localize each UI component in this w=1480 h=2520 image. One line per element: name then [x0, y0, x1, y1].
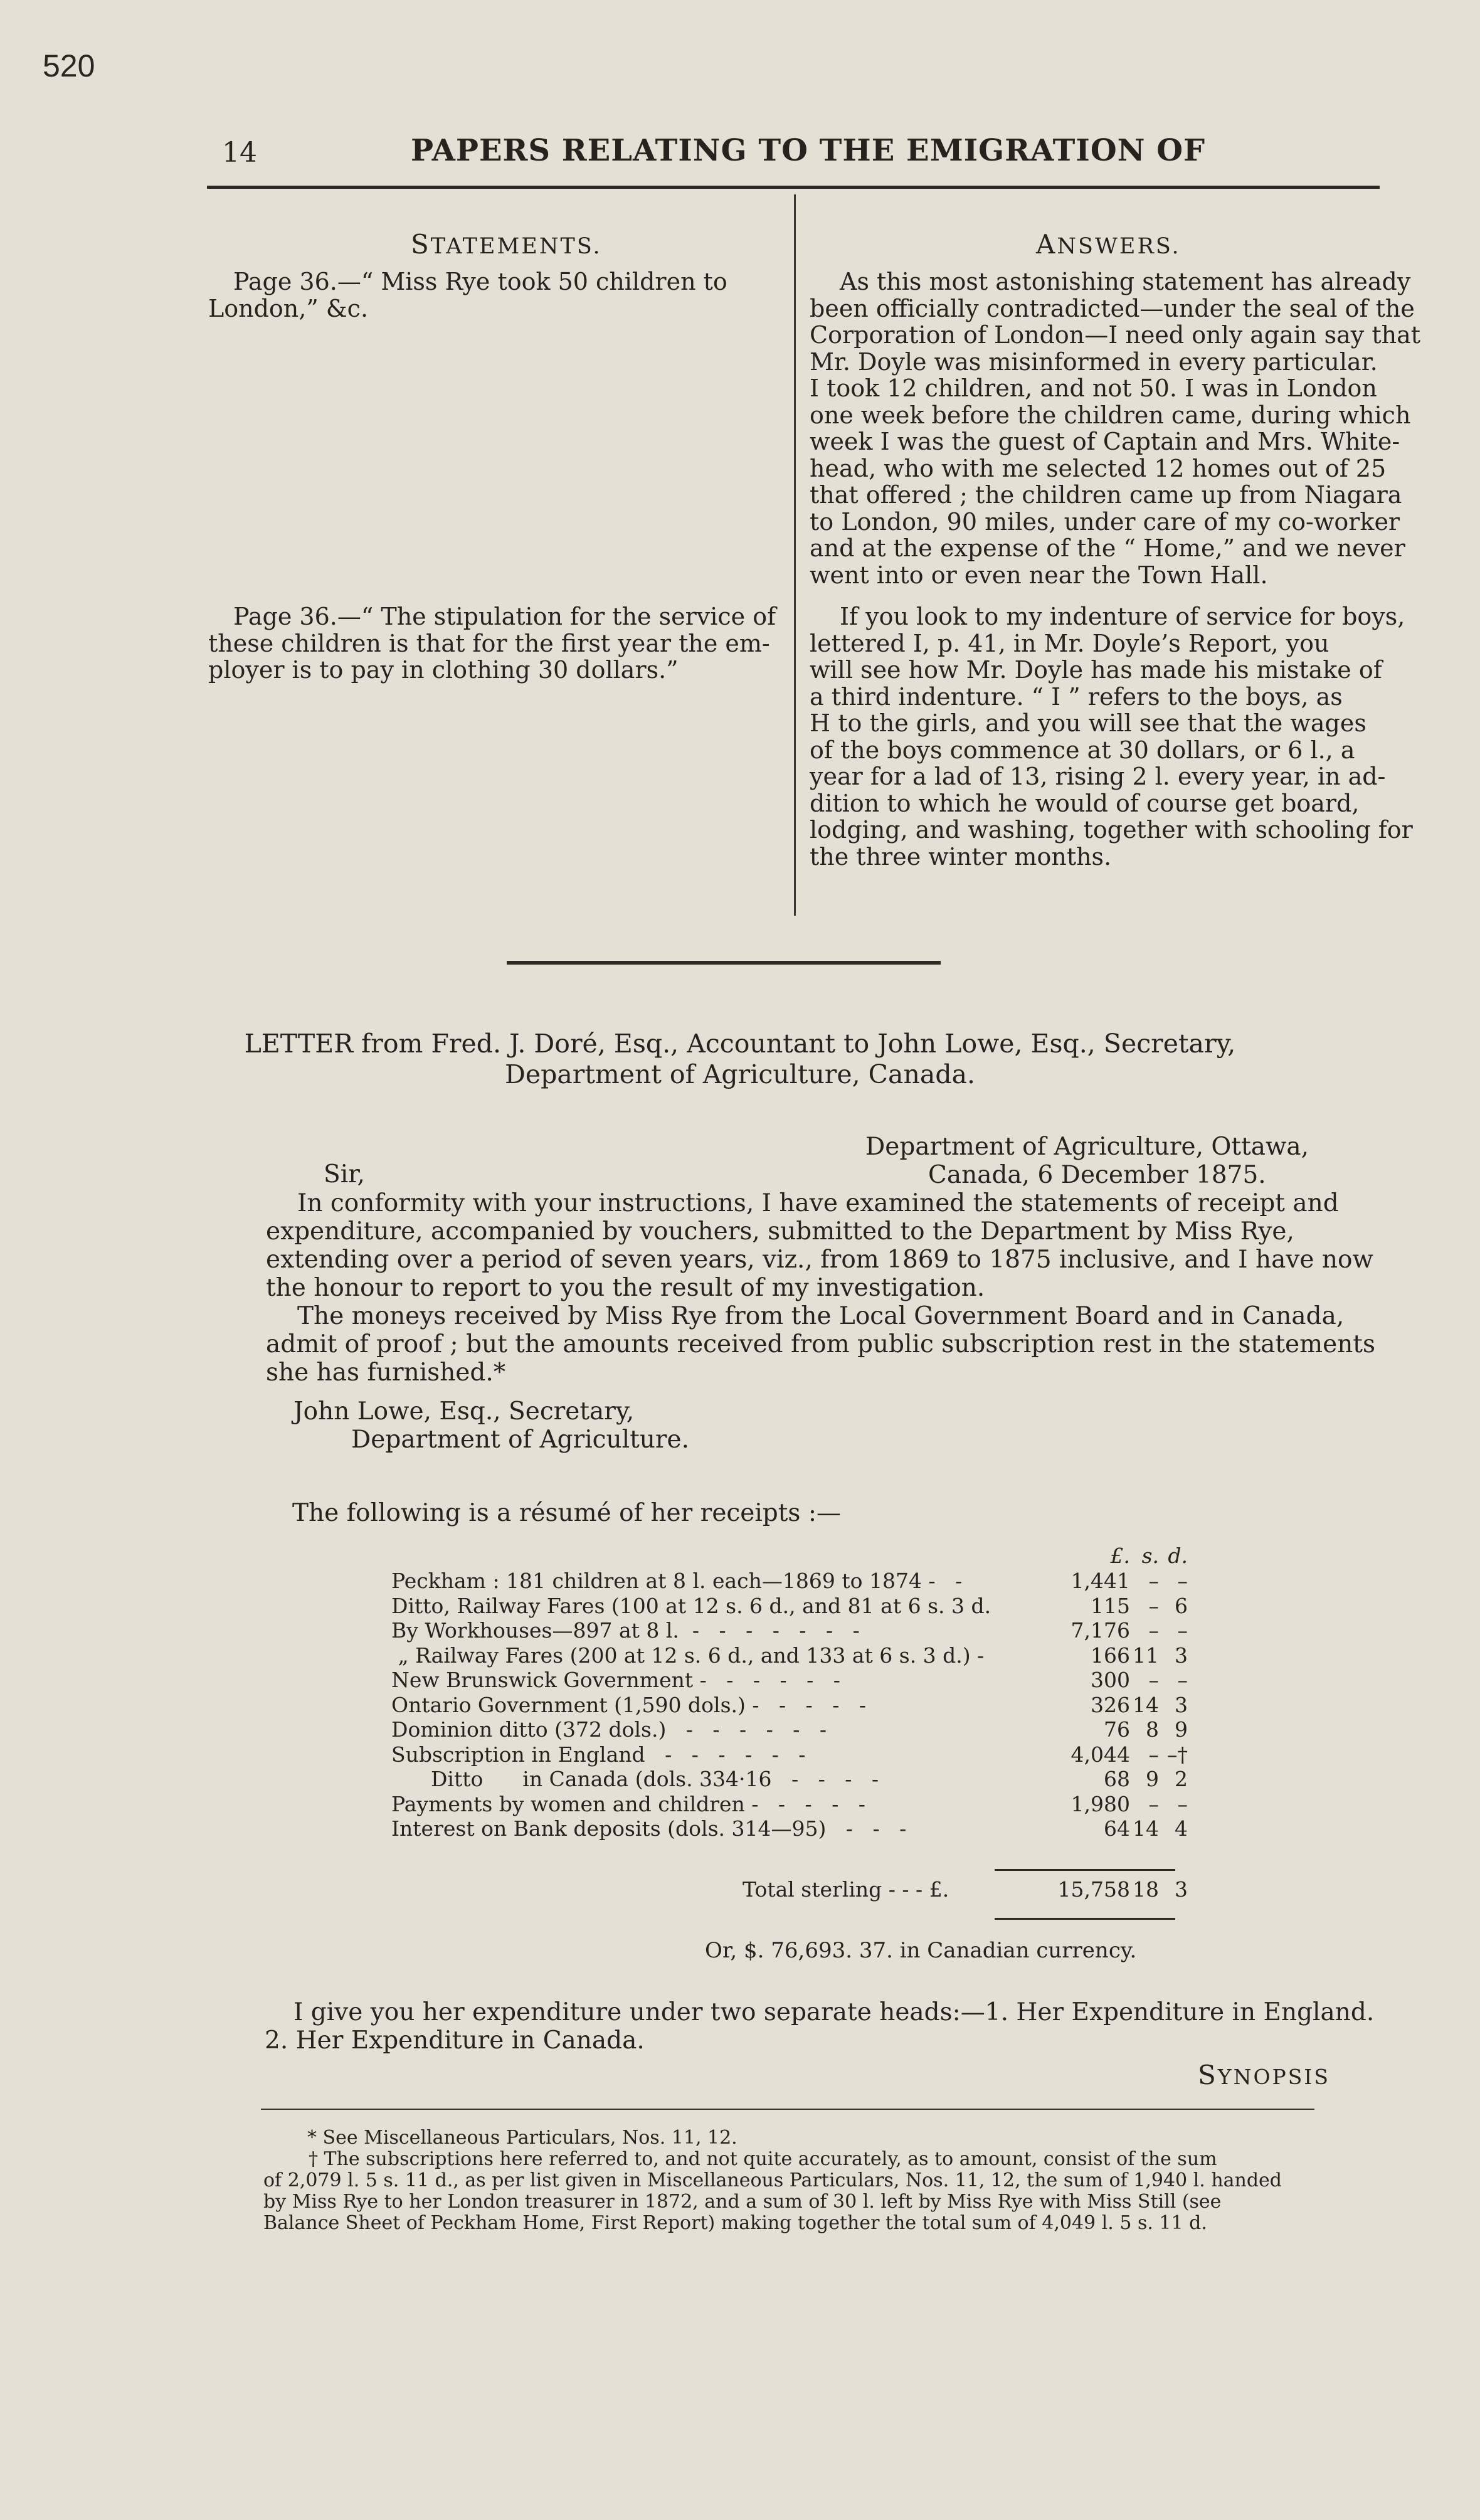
answer-1-line: that offered ; the children came up from Niagara — [810, 481, 1402, 509]
answer-2-line: dition to which he would of course get board, — [810, 789, 1360, 817]
receipt-row — [391, 1767, 1188, 1791]
statement-1-line: Page 36.—“ Miss Rye took 50 children to — [233, 268, 727, 295]
closing-line: I give you her expenditure under two separate heads:—1. Her Expenditure in England. — [293, 1998, 1375, 2026]
receipt-row — [391, 1668, 1188, 1692]
paragraph-line: admit of proof ; but the amounts received from public subscription rest in the statements — [266, 1330, 1375, 1358]
receipt-pounds: 64 — [1104, 1816, 1130, 1841]
receipt-pounds: 76 — [1104, 1717, 1130, 1742]
footnote-line: of 2,079 l. 5 s. 11 d., as per list given in Miscellaneous Particulars, Nos. 11, 12, the sum of 1,940 l. handed — [263, 2169, 1282, 2191]
receipt-shillings: – — [1148, 1668, 1159, 1692]
statement-2-line: ployer is to pay in clothing 30 dollars.” — [208, 656, 679, 684]
receipt-row — [391, 1619, 1188, 1643]
receipt-row — [391, 1693, 1188, 1717]
receipt-label: Ditto, Railway Fares (100 at 12 s. 6 d., and 81 at 6 s. 3 d. — [391, 1593, 991, 1618]
receipt-pounds: 115 — [1091, 1593, 1130, 1618]
shillings-head: s. — [1141, 1543, 1159, 1568]
address-line: Department of Agriculture, Ottawa, — [865, 1133, 1309, 1161]
receipt-pence: 3 — [1175, 1643, 1188, 1668]
receipt-label: Payments by women and children - - - - - — [391, 1791, 865, 1816]
letter-title-line: Department of Agriculture, Canada. — [504, 1059, 976, 1089]
answer-2-line: the three winter months. — [810, 842, 1112, 871]
answer-1-line: Corporation of London—I need only again say that — [810, 321, 1420, 349]
addressee-line: Department of Agriculture. — [351, 1426, 690, 1454]
answer-2-line: If you look to my indenture of service for boys, — [840, 603, 1405, 630]
footnote-1: * See Miscellaneous Particulars, Nos. 11, 12. — [307, 2127, 737, 2149]
receipt-label: Interest on Bank deposits (dols. 314—95) - - - — [391, 1816, 907, 1841]
receipt-pence: 9 — [1175, 1717, 1188, 1742]
paragraph-line: the honour to report to you the result of my investigation. — [266, 1274, 985, 1302]
answer-2-line: a third indenture. “ I ” refers to the boys, as — [810, 682, 1343, 711]
closing-line: 2. Her Expenditure in Canada. — [265, 2026, 645, 2055]
receipt-pence: 2 — [1175, 1767, 1188, 1791]
receipt-label: New Brunswick Government - - - - - - — [391, 1668, 840, 1692]
answer-1-line: and at the expense of the “ Home,” and we never — [810, 534, 1405, 562]
receipt-row — [391, 1792, 1188, 1816]
receipt-pence: – — [1177, 1668, 1188, 1692]
header-rule — [207, 186, 1380, 189]
catchword: SYNOPSIS — [1198, 2060, 1330, 2090]
receipt-row — [391, 1644, 1188, 1668]
letter-title-line: LETTER from Fred. J. Doré, Esq., Accountant to John Lowe, Esq., Secretary, — [244, 1029, 1236, 1059]
receipt-pence: – — [1177, 1618, 1188, 1643]
footnote-line: † The subscriptions here referred to, and not quite accurately, as to amount, consist of the sum — [309, 2148, 1217, 2170]
pounds-head: £. — [1110, 1543, 1130, 1568]
salutation: Sir, — [324, 1160, 365, 1189]
receipt-pounds: 300 — [1091, 1668, 1130, 1692]
total-label: Total sterling - - - £. — [743, 1877, 949, 1902]
receipt-pence: 3 — [1175, 1692, 1188, 1717]
address-line: Canada, 6 December 1875. — [928, 1161, 1266, 1189]
receipt-pence: 4 — [1175, 1816, 1188, 1841]
closing-paragraph — [265, 1998, 1374, 2055]
section-separator — [507, 961, 941, 965]
paragraph-line: extending over a period of seven years, viz., from 1869 to 1875 inclusive, and I have now — [266, 1246, 1373, 1274]
addressee — [293, 1397, 689, 1454]
receipt-shillings: 14 — [1133, 1692, 1159, 1717]
total-pence: 3 — [1175, 1877, 1188, 1902]
answer-1 — [810, 268, 1420, 589]
receipt-pounds: 68 — [1104, 1767, 1130, 1791]
statement-1 — [208, 268, 776, 322]
receipt-label: Subscription in England - - - - - - — [391, 1742, 806, 1767]
receipt-row — [391, 1718, 1188, 1742]
receipts-column-heads — [391, 1544, 1188, 1568]
receipt-pounds: 166 — [1091, 1643, 1130, 1668]
receipt-label: Ontario Government (1,590 dols.) - - - - - — [391, 1692, 866, 1717]
receipts-total-row — [391, 1878, 1188, 1902]
answer-1-line: week I was the guest of Captain and Mrs. White- — [810, 428, 1400, 455]
letter-address — [865, 1133, 1309, 1189]
running-title: PAPERS RELATING TO THE EMIGRATION OF — [411, 133, 1206, 168]
pence-head: d. — [1168, 1543, 1188, 1568]
letter-title — [238, 1029, 1242, 1090]
answer-1-line: I took 12 children, and not 50. I was in London — [810, 374, 1377, 402]
addressee-line: John Lowe, Esq., Secretary, — [293, 1397, 635, 1426]
receipt-shillings: – — [1148, 1593, 1159, 1618]
answers-heading: ANSWERS. — [1036, 229, 1181, 260]
receipt-pounds: 4,044 — [1070, 1742, 1130, 1767]
footnote-rule — [261, 2109, 1314, 2110]
canadian-currency-line: Or, $. 76,693. 37. in Canadian currency. — [705, 1938, 1137, 1963]
receipt-label: Peckham : 181 children at 8 l. each—1869 to 1874 - - — [391, 1569, 963, 1593]
receipt-row — [391, 1594, 1188, 1618]
receipt-shillings: 11 — [1133, 1643, 1159, 1668]
receipt-pence: 6 — [1175, 1593, 1188, 1618]
statement-2-line: Page 36.—“ The stipulation for the service of — [233, 603, 776, 630]
letter-paragraph-1 — [266, 1189, 1373, 1302]
answer-1-line: head, who with me selected 12 homes out of 25 — [810, 454, 1387, 482]
statement-2 — [208, 603, 786, 684]
footnote-line: Balance Sheet of Peckham Home, First Report) making together the total sum of 4,049 l. 5 s. 11 d. — [263, 2212, 1207, 2234]
resume-intro: The following is a résumé of her receipts :— — [292, 1499, 841, 1527]
receipt-shillings: – — [1148, 1618, 1159, 1643]
receipt-label: Dominion ditto (372 dols.) - - - - - - — [391, 1717, 827, 1742]
page-number: 520 — [43, 48, 95, 83]
answer-1-line: Mr. Doyle was misinformed in every particular. — [810, 347, 1378, 376]
paragraph-line: she has furnished.* — [266, 1358, 506, 1387]
receipt-shillings: 8 — [1146, 1717, 1159, 1742]
receipt-row — [391, 1743, 1188, 1767]
letter-paragraph-2 — [266, 1302, 1375, 1387]
paragraph-line: expenditure, accompanied by vouchers, submitted to the Department by Miss Rye, — [266, 1217, 1294, 1246]
statement-2-line: these children is that for the first year the em- — [208, 629, 770, 657]
receipt-row — [391, 1817, 1188, 1841]
answer-2-line: will see how Mr. Doyle has made his mistake of — [810, 656, 1382, 684]
answer-2-line: of the boys commence at 30 dollars, or 6 l., a — [810, 736, 1355, 764]
folio-number: 14 — [222, 137, 257, 169]
answer-2-line: year for a lad of 13, rising 2 l. every year, in ad- — [810, 763, 1386, 790]
receipt-pounds: 1,441 — [1070, 1569, 1130, 1593]
total-pounds: 15,758 — [1057, 1877, 1130, 1902]
receipt-shillings: – — [1148, 1569, 1159, 1593]
total-shillings: 18 — [1133, 1877, 1159, 1902]
receipt-shillings: 14 — [1133, 1816, 1159, 1841]
column-divider — [794, 194, 796, 916]
total-rule-top — [995, 1869, 1175, 1871]
receipt-row — [391, 1569, 1188, 1593]
answer-2-line: H to the girls, and you will see that the wages — [810, 709, 1366, 737]
answer-1-line: one week before the children came, during which — [810, 401, 1411, 429]
receipt-pounds: 326 — [1091, 1692, 1130, 1717]
answer-2 — [810, 603, 1413, 871]
answer-2-line: lodging, and washing, together with schooling for — [810, 816, 1413, 844]
receipt-shillings: 9 — [1146, 1767, 1159, 1791]
answer-1-line: to London, 90 miles, under care of my co-worker — [810, 507, 1400, 536]
answer-1-line: As this most astonishing statement has already — [840, 268, 1411, 295]
statement-1-line: London,” &c. — [208, 294, 369, 322]
receipt-shillings: – — [1148, 1791, 1159, 1816]
answer-1-line: went into or even near the Town Hall. — [810, 561, 1268, 589]
paragraph-line: In conformity with your instructions, I have examined the statements of receipt and — [297, 1189, 1339, 1217]
receipt-label: By Workhouses—897 at 8 l. - - - - - - - — [391, 1618, 860, 1643]
footnote-line: by Miss Rye to her London treasurer in 1872, and a sum of 30 l. left by Miss Rye with Miss Still (see — [263, 2191, 1222, 2213]
receipt-pence: – — [1177, 1569, 1188, 1593]
receipt-pence: – — [1177, 1791, 1188, 1816]
paragraph-line: The moneys received by Miss Rye from the Local Government Board and in Canada, — [297, 1302, 1345, 1330]
receipt-pounds: 1,980 — [1070, 1791, 1130, 1816]
total-rule-bottom — [995, 1918, 1175, 1920]
receipt-label: „ Railway Fares (200 at 12 s. 6 d., and 133 at 6 s. 3 d.) - — [391, 1643, 985, 1668]
answer-2-line: lettered I, p. 41, in Mr. Doyle’s Report, you — [810, 629, 1329, 657]
statements-heading: STATEMENTS. — [411, 229, 602, 260]
answer-1-line: been officially contradicted—under the seal of the — [810, 294, 1415, 322]
receipt-pounds: 7,176 — [1070, 1618, 1130, 1643]
receipt-label: Ditto in Canada (dols. 334·16 - - - - — [391, 1767, 879, 1791]
receipt-pence: –† — [1167, 1742, 1188, 1767]
footnote-2 — [263, 2149, 1317, 2234]
receipt-shillings: – — [1148, 1742, 1159, 1767]
